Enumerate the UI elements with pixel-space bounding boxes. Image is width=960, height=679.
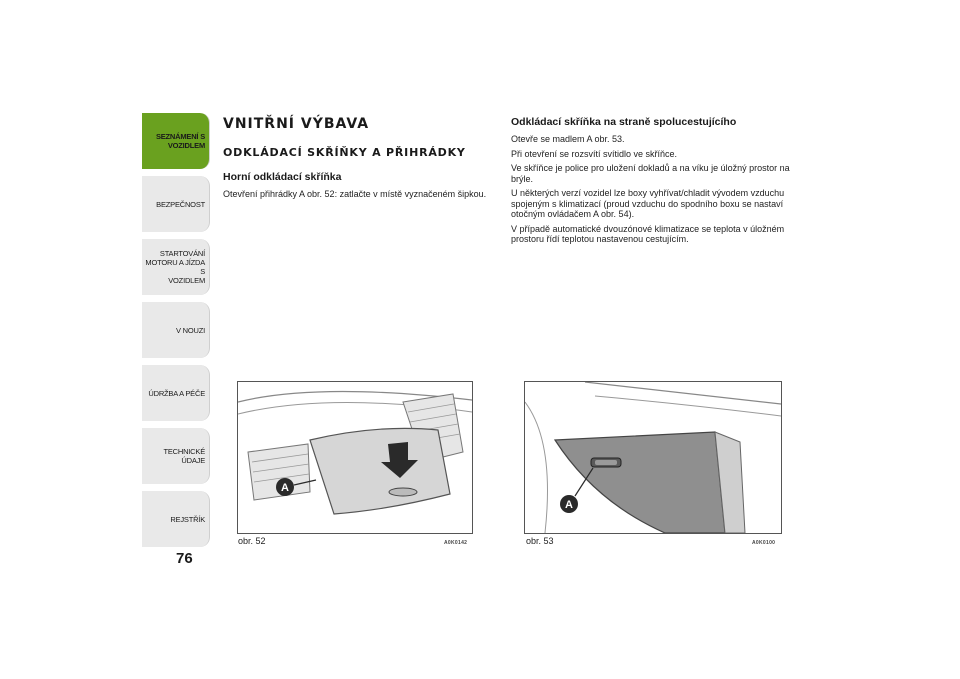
tab-bezpecnost[interactable] xyxy=(142,176,210,232)
chapter-title: VNITŘNÍ VÝBAVA xyxy=(223,116,370,132)
figure-53-caption: obr. 53 xyxy=(526,536,554,546)
section-title: ODKLÁDACÍ SKŘÍŇKY A PŘIHRÁDKY xyxy=(223,146,466,159)
tab-label: ÚDRŽBA A PÉČE xyxy=(148,388,205,398)
paragraph: Otevře se madlem A obr. 53. xyxy=(511,134,625,144)
tab-label: REJSTŘÍK xyxy=(170,514,205,524)
glovebox-passenger-illustration xyxy=(525,382,781,533)
paragraph: U některých verzí vozidel lze boxy vyhřívat/chladit vývodem vzduchu spojeným s klimatizací (proud vzduchu do spodního boxu se nastaví otočným ovládačem A obr. 54). xyxy=(511,188,785,219)
figure-52-image xyxy=(237,381,473,534)
tab-startovani[interactable] xyxy=(142,239,210,295)
page-number: 76 xyxy=(176,550,193,567)
paragraph: Při otevření se rozsvítí svítidlo ve skříňce. xyxy=(511,148,678,159)
tab-label: STARTOVÁNÍ MOTORU A JÍZDA S VOZIDLEM xyxy=(145,249,205,285)
marker-a-label: A xyxy=(565,499,573,511)
tab-rejstrik[interactable] xyxy=(142,491,210,547)
paragraph: V případě automatické dvouzónové klimatizace se teplota v úložném prostoru řídí teplotou nastavenou cestujícím. xyxy=(511,223,785,244)
marker-a-label: A xyxy=(281,482,289,494)
paragraph: Ve skříňce je police pro uložení dokladů a na víku je úložný prostor na brýle. xyxy=(511,163,790,184)
tab-label: SEZNÁMENÍ S VOZIDLEM xyxy=(155,132,205,150)
tab-v-nouzi[interactable] xyxy=(142,302,210,358)
subsection-title: Horní odkládací skříňka xyxy=(223,171,342,183)
subsection-title: Odkládací skříňka na straně spolucestujícího xyxy=(511,116,737,128)
tab-technicke-udaje[interactable] xyxy=(142,428,210,484)
figure-52-caption: obr. 52 xyxy=(238,536,266,546)
figure-53-image xyxy=(524,381,782,534)
tab-udrzba-a-pece[interactable] xyxy=(142,365,210,421)
body-text-block xyxy=(511,134,791,245)
figure-53-code: A0K0100 xyxy=(752,540,776,546)
tab-label: V NOUZI xyxy=(175,325,205,335)
body-text: Otevření přihrádky A obr. 52: zatlačte v místě vyznačeném šipkou. xyxy=(223,189,487,199)
glovebox-upper-illustration xyxy=(238,382,472,533)
tab-seznameni-s-vozidlem[interactable] xyxy=(142,113,210,169)
tab-label: BEZPEČNOST xyxy=(156,199,205,209)
tab-label: TECHNICKÉ ÚDAJE xyxy=(163,447,205,465)
figure-52-code: A0K0142 xyxy=(444,540,468,546)
